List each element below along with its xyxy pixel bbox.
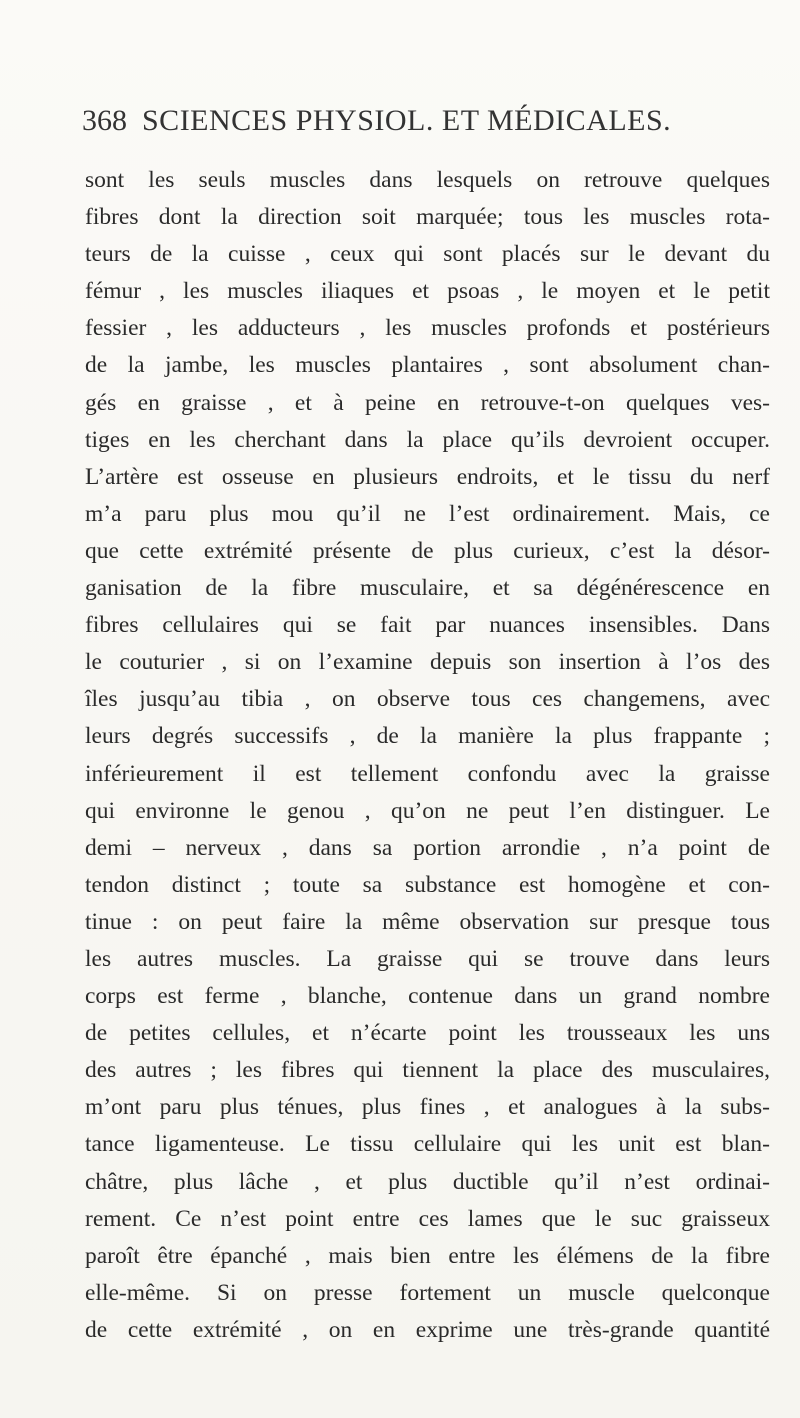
text-line: de cette extrémité , on en exprime une très-grande quantité: [85, 1316, 770, 1343]
text-line: m’ont paru plus ténues, plus fines , et analogues à la subs-: [85, 1094, 770, 1121]
text-line: tiges en les cherchant dans la place qu’ils devroient occuper.: [85, 426, 770, 453]
text-line: fibres cellulaires qui se fait par nuances insensibles. Dans: [85, 612, 770, 639]
text-line: m’a paru plus mou qu’il ne l’est ordinairement. Mais, ce: [85, 500, 770, 527]
text-line: tance ligamenteuse. Le tissu cellulaire qui les unit est blan-: [85, 1131, 770, 1158]
text-line: inférieurement il est tellement confondu avec la graisse: [85, 760, 770, 787]
text-line: de la jambe, les muscles plantaires , sont absolument chan-: [85, 352, 770, 379]
text-line: que cette extrémité présente de plus curieux, c’est la désor-: [85, 537, 770, 564]
text-line: fessier , les adducteurs , les muscles profonds et postérieurs: [85, 315, 770, 342]
text-line: L’artère est osseuse en plusieurs endroits, et le tissu du nerf: [85, 463, 770, 490]
text-line: îles jusqu’au tibia , on observe tous ces changemens, avec: [85, 686, 770, 713]
text-line: le couturier , si on l’examine depuis son insertion à l’os des: [85, 649, 770, 676]
running-head: SCIENCES PHYSIOL. ET MÉDICALES.: [142, 104, 672, 137]
text-line: châtre, plus lâche , et plus ductible qu’il n’est ordinai-: [85, 1168, 770, 1195]
text-line: corps est ferme , blanche, contenue dans un grand nombre: [85, 983, 770, 1010]
text-line: rement. Ce n’est point entre ces lames que le suc graisseux: [85, 1205, 770, 1232]
text-line: des autres ; les fibres qui tiennent la place des musculaires,: [85, 1057, 770, 1084]
text-line: ganisation de la fibre musculaire, et sa dégénérescence en: [85, 575, 770, 602]
text-line: paroît être épanché , mais bien entre les élémens de la fibre: [85, 1242, 770, 1269]
text-line: sont les seuls muscles dans lesquels on retrouve quelques: [85, 167, 770, 193]
text-line: teurs de la cuisse , ceux qui sont placés sur le devant du: [85, 241, 770, 268]
text-line: les autres muscles. La graisse qui se trouve dans leurs: [85, 945, 770, 972]
page-header: [82, 101, 782, 147]
text-line: leurs degrés successifs , de la manière la plus frappante ;: [85, 723, 770, 750]
body-text: [85, 162, 770, 1349]
text-line: gés en graisse , et à peine en retrouve-t-on quelques ves-: [85, 389, 770, 416]
text-line: tendon distinct ; toute sa substance est homogène et con-: [85, 871, 770, 898]
text-line: tinue : on peut faire la même observation sur presque tous: [85, 908, 770, 935]
text-line: qui environne le genou , qu’on ne peut l’en distinguer. Le: [85, 797, 770, 824]
text-line: fibres dont la direction soit marquée; tous les muscles rota-: [85, 204, 770, 231]
text-line: fémur , les muscles iliaques et psoas , le moyen et le petit: [85, 278, 770, 305]
page-number: 368: [82, 104, 127, 137]
text-line: demi – nerveux , dans sa portion arrondie , n’a point de: [85, 834, 770, 861]
text-line: elle-même. Si on presse fortement un muscle quelconque: [85, 1279, 770, 1306]
text-line: de petites cellules, et n’écarte point les trousseaux les uns: [85, 1020, 770, 1047]
